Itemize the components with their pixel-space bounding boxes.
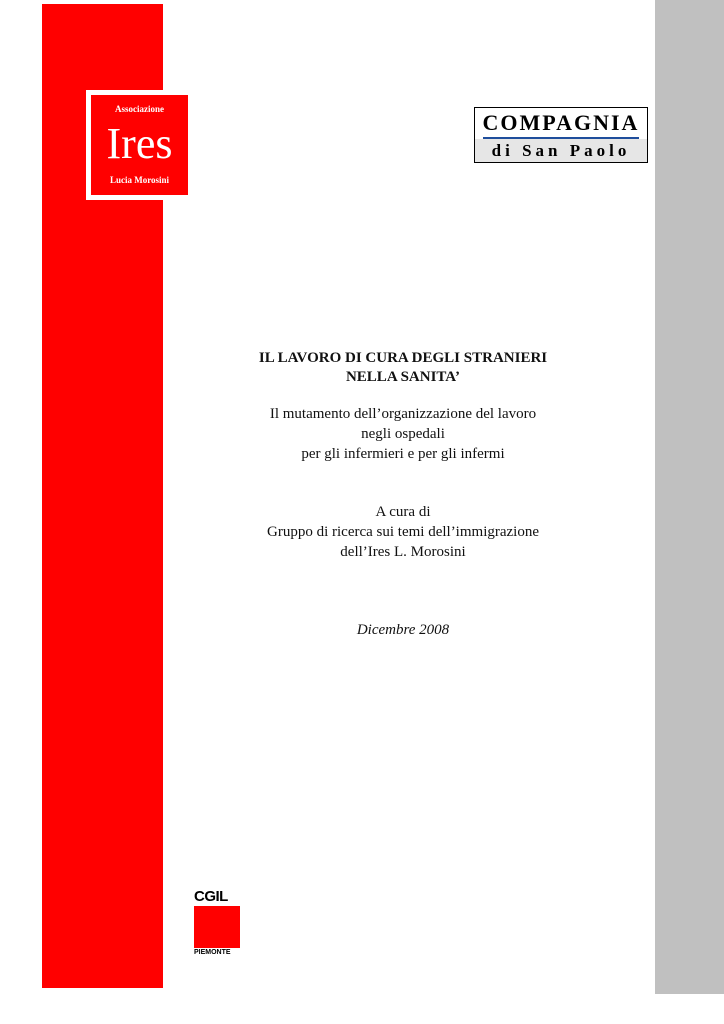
subtitle-line-2: negli ospedali [361,426,445,442]
subtitle-line-3: per gli infermieri e per gli infermi [301,446,505,462]
cgil-logo-square [194,906,240,948]
curator-line-1: A cura di [375,504,431,520]
sponsor-logo-top: COMPAGNIA [482,110,640,135]
cgil-logo-name: CGIL [194,888,228,905]
ires-logo-person: Lucia Morosini [109,175,170,185]
ires-logo-association: Associazione [115,104,164,114]
cgil-logo-region: PIEMONTE [194,949,231,956]
title-line-2: NELLA SANITA’ [345,369,461,385]
subtitle-line-1: Il mutamento dell’organizzazione del lavoro [269,406,537,422]
compagnia-san-paolo-logo [474,107,648,163]
gray-side-band [655,0,724,994]
curator-line-2: Gruppo di ricerca sui temi dell’immigrazione [267,524,539,540]
ires-logo-box [91,95,188,195]
ires-logo [86,90,193,200]
sponsor-logo-bottom: di San Paolo [475,139,647,162]
curator-line-3: dell’Ires L. Morosini [340,544,466,560]
curator-block [200,502,606,562]
ires-logo-name: Ires [106,119,173,168]
document-subtitle [200,404,606,464]
cgil-logo [194,888,240,958]
document-title [200,349,606,387]
title-line-1: IL LAVORO DI CURA DEGLI STRANIERI [258,350,548,366]
publication-date: Dicembre 2008 [356,622,450,638]
